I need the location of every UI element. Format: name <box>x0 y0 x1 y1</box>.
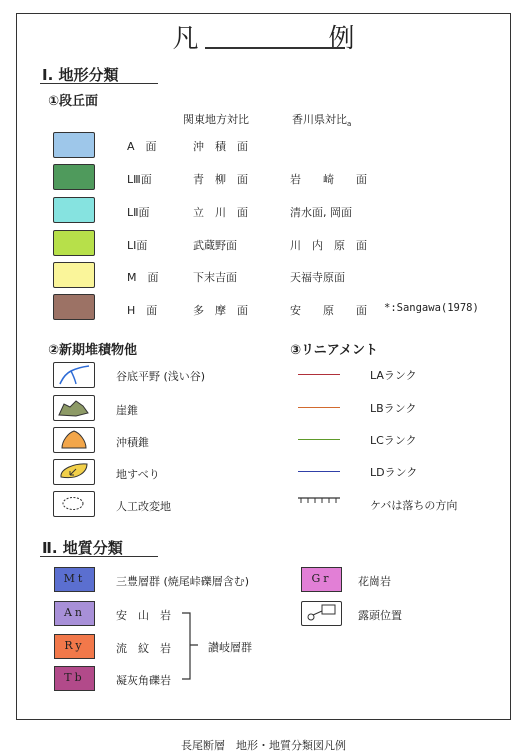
alluvial-cone-icon <box>54 428 93 451</box>
terrace-name: LⅡ面 <box>127 206 150 219</box>
geo-swatch-tb: Tb <box>54 666 95 691</box>
geo-label: 露頭位置 <box>358 609 402 622</box>
geo-swatch-ry: Ry <box>54 634 95 659</box>
terrace-kanto: 沖 積 面 <box>193 140 248 153</box>
terrace-name: A 面 <box>127 140 157 153</box>
terrace-swatch-l1 <box>53 230 95 256</box>
hachure-line-icon <box>298 496 340 506</box>
section2-heading: Ⅱ. 地質分類 <box>42 539 123 557</box>
page-title: 凡 例 <box>172 24 407 54</box>
reference-note: *:Sangawa(1978) <box>384 302 479 314</box>
terrace-swatch-l3 <box>53 164 95 190</box>
terrace-kagawa: 天福寺原面 <box>290 271 345 284</box>
deposits-heading: ②新期堆積物他 <box>48 343 138 358</box>
valley-icon <box>54 363 93 386</box>
lineament-label: LDランク <box>370 466 418 479</box>
lineament-label: LAランク <box>370 369 417 382</box>
outcrop-icon <box>302 602 340 624</box>
alluvial-cone-swatch <box>53 427 95 453</box>
lineament-c-line <box>298 439 340 440</box>
section1-heading: Ⅰ. 地形分類 <box>42 66 119 84</box>
col-kanto: 関東地方対比 <box>183 113 249 126</box>
lineament-heading: ③リニアメント <box>290 343 378 358</box>
terrace-name: LⅠ面 <box>127 239 148 252</box>
talus-icon <box>54 396 93 419</box>
group-bracket <box>180 605 200 685</box>
terrace-kanto: 武蔵野面 <box>193 239 237 252</box>
section1-underline <box>40 83 158 84</box>
deposit-label: 地すべり <box>116 468 160 481</box>
geo-label: 流 紋 岩 <box>116 642 171 655</box>
geo-swatch-mt: Mt <box>54 567 95 592</box>
geo-label: 凝灰角礫岩 <box>116 674 171 687</box>
landslide-icon <box>54 460 93 483</box>
terrace-kagawa: 川 内 原 面 <box>290 239 367 252</box>
lineament-label: ケバは落ちの方向 <box>370 499 458 512</box>
terrace-name: H 面 <box>127 304 158 317</box>
deposit-label: 沖積錐 <box>116 436 149 449</box>
terrace-swatch-h <box>53 294 95 320</box>
terrace-kagawa: 清水面, 岡面 <box>290 206 352 219</box>
lineament-label: LCランク <box>370 434 417 447</box>
artificial-land-swatch <box>53 491 95 517</box>
terrace-kagawa: 安 原 面 <box>290 304 367 317</box>
terrace-kanto: 下末吉面 <box>193 271 237 284</box>
terrace-name: M 面 <box>127 271 159 284</box>
terrace-swatch-m <box>53 262 95 288</box>
valley-swatch <box>53 362 95 388</box>
landslide-swatch <box>53 459 95 485</box>
geo-label: 花崗岩 <box>358 575 391 588</box>
section2-underline <box>40 556 158 557</box>
terrace-kanto: 立 川 面 <box>193 206 248 219</box>
title-underline <box>205 47 345 49</box>
talus-swatch <box>53 395 95 421</box>
col-kagawa: 香川県対比$_a$ <box>292 113 352 129</box>
terrace-kagawa: 岩 崎 面 <box>290 173 367 186</box>
footer-caption: 長尾断層 地形・地質分類図凡例 <box>181 739 346 752</box>
group-label: 讃岐層群 <box>208 641 252 654</box>
geo-swatch-an: An <box>54 601 95 626</box>
terrace-swatch-l2 <box>53 197 95 223</box>
deposit-label: 崖錐 <box>116 404 138 417</box>
geo-label: 安 山 岩 <box>116 609 171 622</box>
artificial-land-icon <box>54 492 93 515</box>
lineament-d-line <box>298 471 340 472</box>
geo-label: 三豊層群 (焼尾峠礫層含む) <box>116 575 250 588</box>
terrace-name: LⅢ面 <box>127 173 152 186</box>
lineament-label: LBランク <box>370 402 417 415</box>
terrace-heading: ①段丘面 <box>48 94 99 109</box>
lineament-a-line <box>298 374 340 375</box>
geo-swatch-gr: Gr <box>301 567 342 592</box>
terrace-swatch-a <box>53 132 95 158</box>
deposit-label: 谷底平野 (浅い谷) <box>116 370 206 383</box>
outcrop-swatch <box>301 601 342 626</box>
lineament-b-line <box>298 407 340 408</box>
terrace-kanto: 多 摩 面 <box>193 304 248 317</box>
terrace-kanto: 青 柳 面 <box>193 173 248 186</box>
deposit-label: 人工改変地 <box>116 500 171 513</box>
